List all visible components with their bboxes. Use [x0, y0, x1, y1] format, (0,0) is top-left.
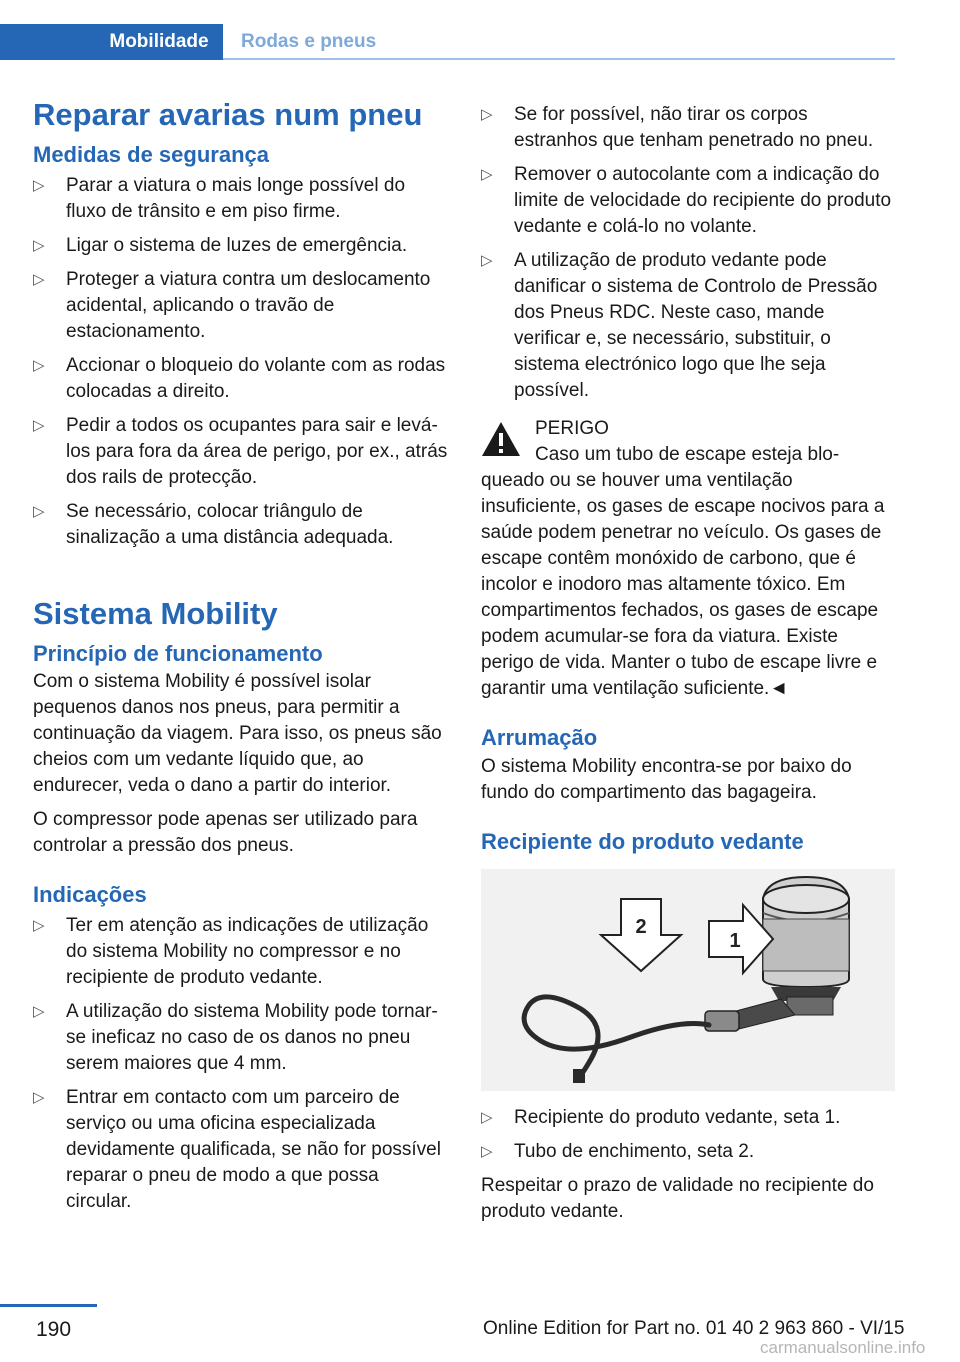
triangle-bullet-icon: ▷	[481, 106, 493, 123]
chapter-tab-mobilidade[interactable]	[0, 24, 223, 60]
triangle-bullet-icon: ▷	[33, 176, 45, 194]
figure-legend-list	[481, 1105, 896, 1165]
heading-medidas-de-seguranca: Medidas de segurança	[33, 142, 269, 168]
triangle-bullet-icon: ▷	[33, 502, 45, 520]
triangle-bullet-icon: ▷	[481, 1143, 493, 1160]
triangle-bullet-icon: ▷	[33, 1002, 45, 1020]
section-tab-rodas-e-pneus[interactable]: Rodas e pneus	[241, 31, 377, 52]
list-item: ▷ Parar a viatura o mais longe possível do fluxo de trânsito e em piso firme.	[33, 174, 406, 222]
paragraph: Respeitar o prazo de validade no recipiente do produto vedante.	[481, 1175, 874, 1222]
list-item: ▷ A utilização de produto vedante pode danificar o sistema de Controlo de Pressão dos Pneus RDC. Neste caso, mande verificar e, se necessário, substituir, o sistema electrónico logo que lhe seja possível.	[481, 250, 878, 401]
list-item: ▷ A utilização do sistema Mobility pode tornar-se ineficaz no caso de os danos no pneu serem maiores que 4 mm.	[33, 1000, 438, 1074]
danger-warning	[481, 416, 896, 702]
continued-notes-list	[481, 102, 896, 404]
heading-recipiente-do-produto-vedante: Recipiente do produto vedante	[481, 828, 804, 854]
arrow-1-label: 1	[729, 930, 741, 952]
arrow-2-label: 2	[635, 916, 647, 938]
list-item: ▷ Ligar o sistema de luzes de emergência.	[33, 233, 448, 259]
page-number: 190	[36, 1318, 72, 1341]
footer-divider	[0, 1304, 97, 1307]
sealant-container-figure	[481, 869, 895, 1091]
triangle-bullet-icon: ▷	[33, 356, 45, 374]
triangle-bullet-icon: ▷	[481, 166, 493, 183]
list-item: ▷ Pedir a todos os ocupantes para sair e levá-los para fora da área de perigo, por ex., atrás dos rails de protecção.	[33, 414, 448, 488]
right-column	[481, 96, 896, 1233]
header-divider	[223, 58, 895, 60]
list-item: ▷ Tubo de enchimento, seta 2.	[481, 1139, 896, 1165]
list-item: ▷ Remover o autocolante com a indicação do limite de velocidade do recipiente do produto vedante e colá-lo no volante.	[481, 164, 892, 237]
list-item: ▷ Accionar o bloqueio do volante com as rodas colocadas a direito.	[33, 354, 446, 402]
sealant-container-illustration	[481, 869, 895, 1091]
chapter-tab-label: Mobilidade	[109, 31, 209, 52]
edition-info: Online Edition for Part no. 01 40 2 963 860 - VI/15	[483, 1318, 905, 1339]
page-header	[0, 24, 895, 62]
safety-measures-list	[33, 173, 448, 551]
hose-nozzle-icon	[573, 1069, 585, 1083]
warning-first-line: Caso um tubo de escape esteja blo-	[535, 444, 840, 465]
list-item: ▷ Proteger a viatura contra um deslocamento acidental, aplicando o travão de estacionamento.	[33, 268, 431, 342]
list-item: ▷ Ter em atenção as indicações de utilização do sistema Mobility no compressor e no recipiente de produto vedante.	[33, 914, 429, 988]
triangle-bullet-icon: ▷	[33, 236, 45, 254]
paragraph: O sistema Mobility encontra-se por baixo do fundo do compartimento das bagageira.	[481, 755, 852, 803]
warning-label: PERIGO	[535, 418, 609, 439]
triangle-bullet-icon: ▷	[33, 416, 45, 434]
section-title-sistema-mobility: Sistema Mobility	[33, 595, 278, 631]
triangle-bullet-icon: ▷	[481, 252, 493, 269]
page-title: Reparar avarias num pneu	[33, 97, 423, 132]
list-item: ▷ Entrar em contacto com um parceiro de serviço ou uma oficina especializada devidamente qualificada, se não for possível reparar o pneu de modo a que possa circular.	[33, 1086, 441, 1212]
filling-hose-icon	[524, 997, 709, 1077]
triangle-bullet-icon: ▷	[481, 1109, 493, 1126]
paragraph: Com o sistema Mobility é possível isolar pequenos danos nos pneus, para permitir a continuação da viagem. Para isso, os pneus são cheios com um vedante líquido que, ao endurecer, veda o dano a partir do interior.	[33, 671, 442, 797]
triangle-bullet-icon: ▷	[33, 1088, 45, 1106]
triangle-bullet-icon: ▷	[33, 916, 45, 934]
triangle-bullet-icon: ▷	[33, 270, 45, 288]
heading-principio-de-funcionamento: Princípio de funcionamento	[33, 640, 323, 666]
list-item: ▷ Se for possível, não tirar os corpos estranhos que tenham penetrado no pneu.	[481, 104, 874, 151]
paragraph: O compressor pode apenas ser utilizado para controlar a pressão dos pneus.	[33, 809, 418, 857]
arrow-2-icon	[601, 899, 681, 971]
heading-indicacoes: Indicações	[33, 882, 147, 908]
watermark: carmanualsonline.info	[760, 1338, 926, 1357]
warning-text: queado ou se houver uma ventilação insuficiente, os gases de escape nocivos para a saúde podem penetrar no veículo. Os gases de escape contêm monóxido de carbono, que é incolor e inodoro mas altamente tóxico. Em compartimentos fechados, os gases de escape podem acumular-se fora da viatura. Existe perigo de vida. Manter o tubo de escape livre e garantir uma ventilação suficiente.◄	[481, 470, 885, 699]
warning-triangle-icon	[481, 420, 521, 458]
notes-list	[33, 913, 448, 1215]
list-item: ▷ Se necessário, colocar triângulo de sinalização a uma distância adequada.	[33, 500, 394, 548]
list-item: ▷ Recipiente do produto vedante, seta 1.	[481, 1105, 896, 1131]
heading-arrumacao: Arrumação	[481, 725, 598, 750]
left-column	[33, 96, 448, 1223]
